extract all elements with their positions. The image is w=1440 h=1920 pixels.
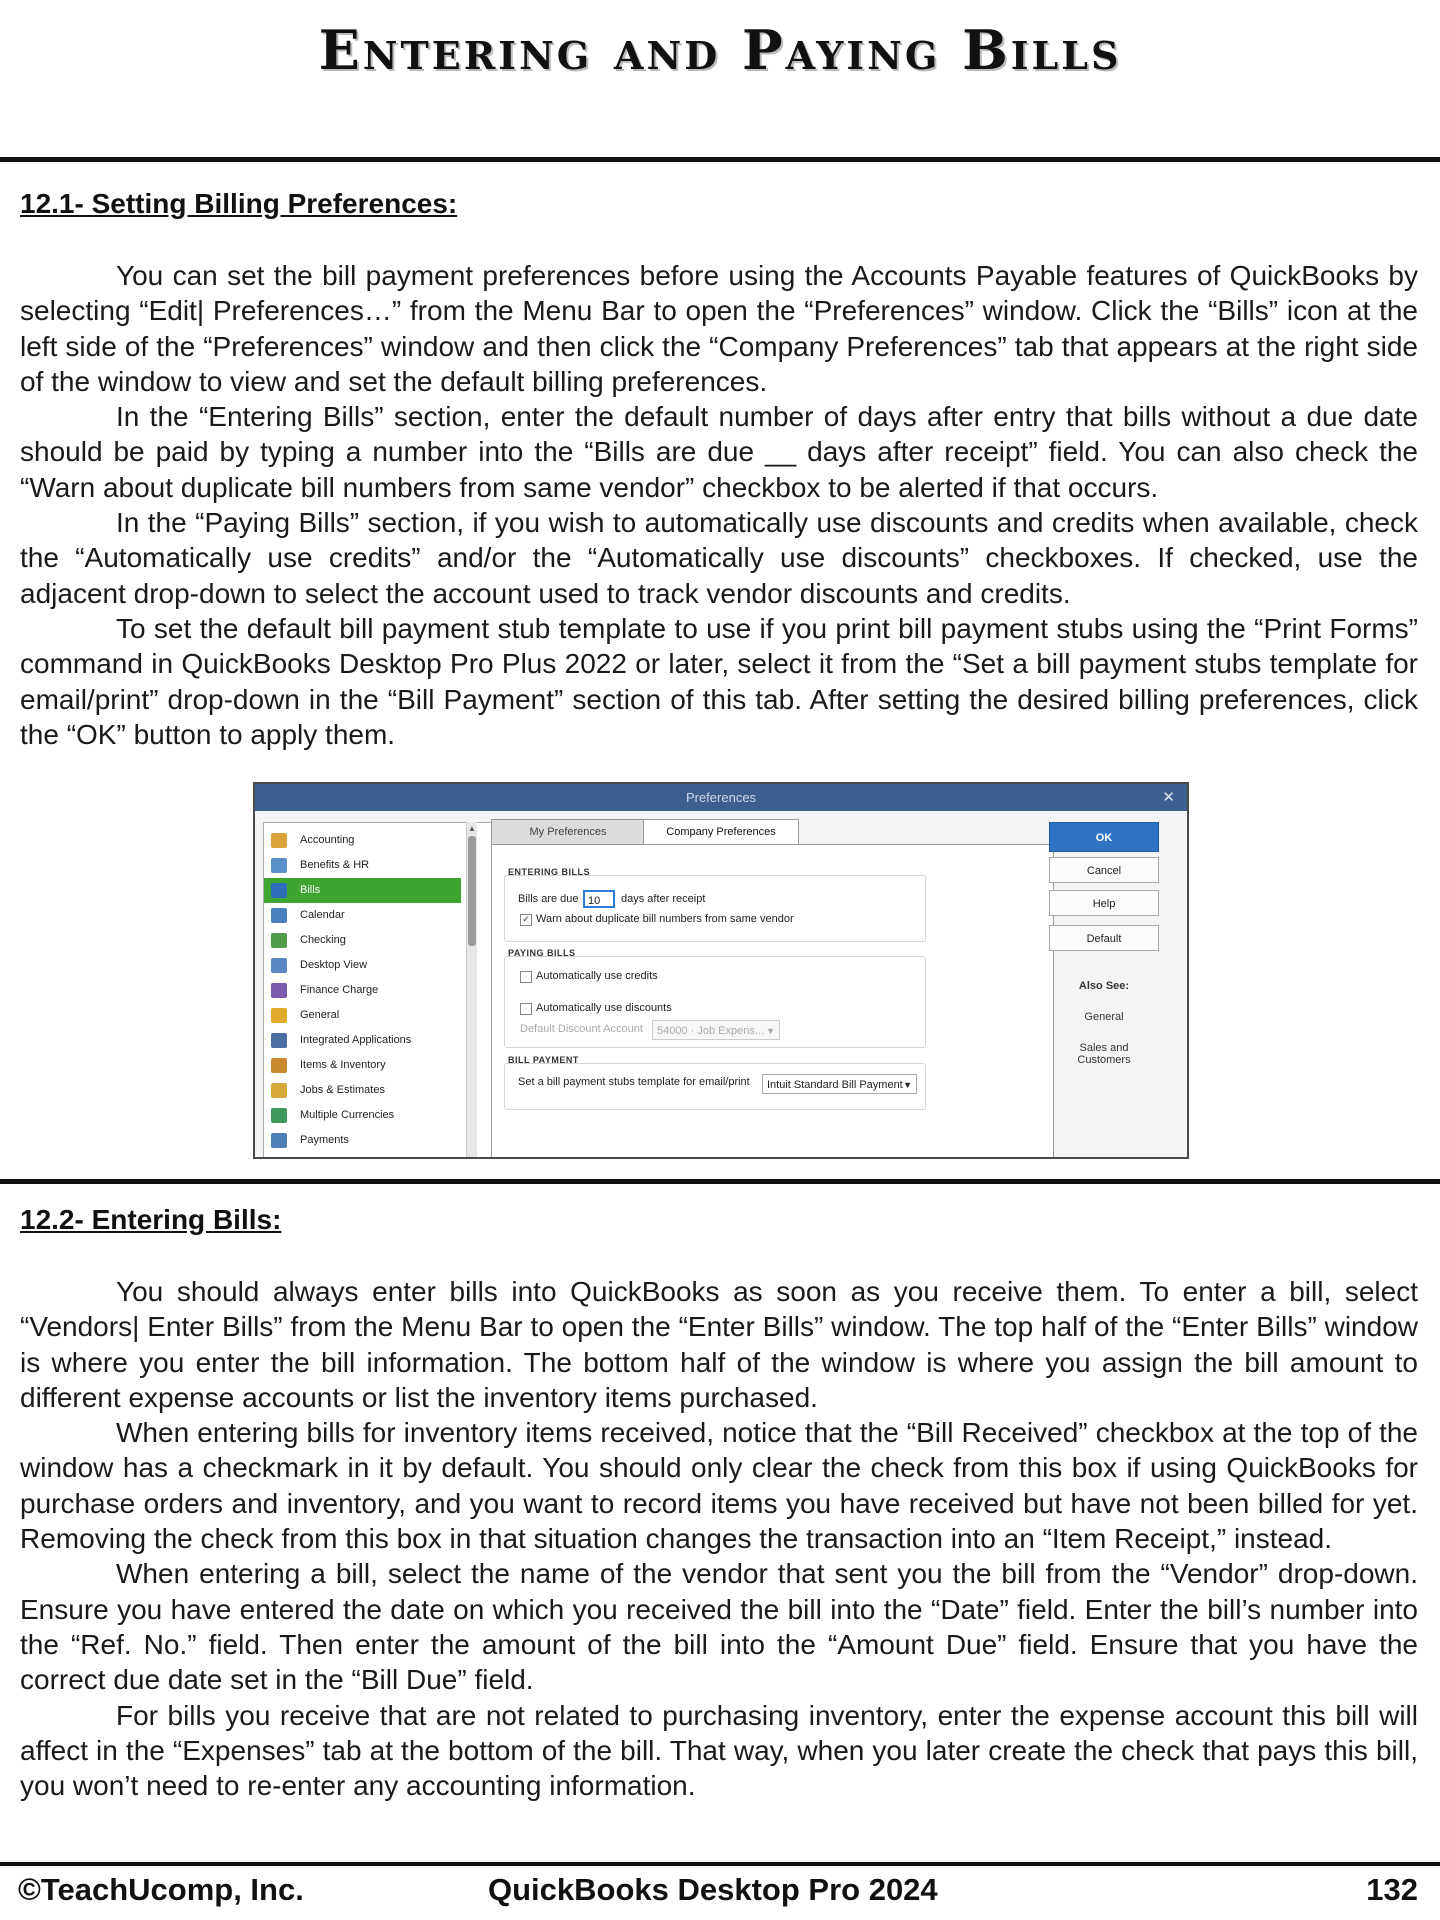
footer-book-title: QuickBooks Desktop Pro 2024 xyxy=(488,1872,938,1907)
paragraph: When entering bills for inventory items received, notice that the “Bill Received” checkbox at the top of the window has a checkmark in it by default. You should only clear the check from this box if using QuickBooks for purchase orders and inventory, and you want to record items you have received but have not been billed for yet. Removing the check from this box in that situation changes the transaction into an “Item Receipt,” instead. xyxy=(20,1417,1418,1555)
warn-duplicate-checkbox[interactable]: ✓ xyxy=(520,914,532,926)
category-desktop-view[interactable] xyxy=(264,953,500,978)
category-label: Calendar xyxy=(300,909,345,921)
discount-account-dropdown[interactable] xyxy=(652,1020,780,1040)
checking-icon xyxy=(271,933,287,948)
footer-copyright: ©TeachUcomp, Inc. xyxy=(18,1872,304,1907)
category-label: Checking xyxy=(300,934,346,946)
chevron-down-icon: ▼ xyxy=(766,1026,775,1036)
bills-due-prefix: Bills are due xyxy=(518,893,579,905)
benefits-icon xyxy=(271,858,287,873)
default-button[interactable]: Default xyxy=(1049,925,1159,951)
page-footer xyxy=(0,1872,1440,1912)
section-body-entering-bills xyxy=(20,1274,1418,1803)
category-label: Integrated Applications xyxy=(300,1034,412,1046)
bills-due-days-input[interactable]: 10 xyxy=(583,890,615,908)
finance-charge-icon xyxy=(271,983,287,998)
discount-account-value: 54000 · Job Expens... xyxy=(657,1025,765,1037)
category-label: Desktop View xyxy=(300,959,368,971)
category-bills[interactable] xyxy=(264,878,461,903)
category-checking[interactable] xyxy=(264,928,500,953)
category-jobs-estimates[interactable] xyxy=(264,1078,500,1103)
category-label: Jobs & Estimates xyxy=(300,1084,385,1096)
paragraph: You can set the bill payment preferences before using the Accounts Payable features of QuickBooks by selecting “Edit| Preferences…” from the Menu Bar to open the “Preferences” window. Click the “Bills” icon at the left side of the “Preferences” window and then click the “Company Preferences” tab that appears at the right side of the window to view and set the default billing preferences. xyxy=(20,260,1418,397)
company-preferences-panel xyxy=(491,844,1054,1159)
payments-icon xyxy=(271,1133,287,1148)
bill-payment-template-value: Intuit Standard Bill Payment xyxy=(767,1079,903,1091)
paragraph: In the “Entering Bills” section, enter the default number of days after entry that bills without a due date should be paid by typing a number into the “Bills are due __ days after receipt” field. You can also check the “Warn about duplicate bill numbers from same vendor” checkbox to be alerted if that occurs. xyxy=(20,401,1418,503)
paragraph: To set the default bill payment stub template to use if you print bill payment stubs using the “Print Forms” command in QuickBooks Desktop Pro Plus 2022 or later, select it from the “Set a bill payment stubs template for email/print” drop-down in the “Bill Payment” section of this tab. After setting the desired billing preferences, click the “OK” button to apply them. xyxy=(20,612,1418,750)
section-body-billing-preferences xyxy=(20,258,1418,752)
footer-rule xyxy=(0,1862,1440,1866)
auto-discounts-label: Automatically use discounts xyxy=(536,1002,672,1014)
accounting-icon xyxy=(271,833,287,848)
page-title: Entering and Paying Bills xyxy=(318,18,1122,82)
paragraph: You should always enter bills into QuickBooks as soon as you receive them. To enter a bill, select “Vendors| Enter Bills” from the Menu Bar to open the “Enter Bills” window. The top half of the “Enter Bills” window is where you enter the bill information. The bottom half of the window is where you assign the bill amount to different expense accounts or list the inventory items purchased. xyxy=(20,1276,1418,1413)
header-rule xyxy=(0,157,1440,162)
category-payments[interactable] xyxy=(264,1128,500,1153)
cancel-button[interactable]: Cancel xyxy=(1049,857,1159,883)
help-button[interactable]: Help xyxy=(1049,890,1159,916)
general-icon xyxy=(271,1008,287,1023)
entering-bills-label: ENTERING BILLS xyxy=(508,867,591,877)
discount-account-label: Default Discount Account xyxy=(520,1023,643,1035)
category-benefits-hr[interactable] xyxy=(264,853,500,878)
category-accounting[interactable] xyxy=(264,828,500,853)
category-label: General xyxy=(300,1009,340,1021)
integrated-apps-icon xyxy=(271,1033,287,1048)
scroll-thumb[interactable] xyxy=(468,836,476,946)
also-see-label: Also See: xyxy=(1078,980,1130,992)
preferences-dialog xyxy=(253,782,1189,1159)
category-finance-charge[interactable] xyxy=(264,978,500,1003)
category-general[interactable] xyxy=(264,1003,500,1028)
jobs-estimates-icon xyxy=(271,1083,287,1098)
category-items-inventory[interactable] xyxy=(264,1053,500,1078)
category-calendar[interactable] xyxy=(264,903,500,928)
category-integrated-applications[interactable] xyxy=(264,1028,500,1053)
paragraph: When entering a bill, select the name of the vendor that sent you the bill from the “Vendor” drop-down. Ensure you have entered the date on which you received the bill into the “Date” field. Enter the bill’s number into the “Ref. No.” field. Then enter the amount of the bill into the “Amount Due” field. Ensure that you have the correct due date set in the “Bill Due” field. xyxy=(20,1558,1418,1696)
bill-payment-template-label: Set a bill payment stubs template for email/print xyxy=(518,1076,750,1088)
entering-bills-group xyxy=(504,875,926,942)
also-see-link-general[interactable]: General xyxy=(1084,1011,1124,1023)
paragraph: For bills you receive that are not related to purchasing inventory, enter the expense account this bill will affect in the “Expenses” tab at the bottom of the bill. That way, when you later create the check that pays this bill, you won’t need to re-enter any accounting information. xyxy=(20,1699,1418,1802)
scroll-up-icon[interactable]: ▲ xyxy=(468,824,476,833)
ok-button[interactable]: OK xyxy=(1049,822,1159,852)
bill-payment-template-dropdown[interactable] xyxy=(762,1074,917,1094)
auto-credits-label: Automatically use credits xyxy=(536,970,658,982)
dialog-title: Preferences xyxy=(685,790,757,805)
section-heading-entering-bills: 12.2- Entering Bills: xyxy=(20,1204,282,1235)
paying-bills-label: PAYING BILLS xyxy=(508,948,576,958)
category-label: Items & Inventory xyxy=(300,1059,386,1071)
bills-due-suffix: days after receipt xyxy=(621,893,706,905)
section-heading-billing-preferences: 12.1- Setting Billing Preferences: xyxy=(20,188,458,219)
category-multiple-currencies[interactable] xyxy=(264,1103,500,1128)
page-number: 132 xyxy=(1366,1872,1418,1907)
bills-icon xyxy=(271,883,287,898)
category-label: Finance Charge xyxy=(300,984,379,996)
category-label: Benefits & HR xyxy=(300,859,370,871)
auto-discounts-checkbox[interactable] xyxy=(520,1003,532,1015)
category-scrollbar[interactable] xyxy=(466,822,477,1159)
section-divider-rule xyxy=(0,1179,1440,1184)
bill-payment-label: BILL PAYMENT xyxy=(508,1055,579,1065)
close-icon[interactable]: ✕ xyxy=(1162,789,1175,806)
dialog-title-bar xyxy=(255,784,1187,811)
items-inventory-icon xyxy=(271,1058,287,1073)
category-label: Bills xyxy=(300,884,321,896)
paragraph: In the “Paying Bills” section, if you wish to automatically use discounts and credits when available, check the “Automatically use credits” and/or the “Automatically use discounts” checkboxes. If checked, use the adjacent drop-down to select the account used to track vendor discounts and credits. xyxy=(20,507,1418,609)
category-label: Multiple Currencies xyxy=(300,1109,395,1121)
tab-my-preferences[interactable]: My Preferences xyxy=(491,819,645,846)
desktop-view-icon xyxy=(271,958,287,973)
category-label: Accounting xyxy=(300,834,355,846)
also-see-link-sales-customers[interactable]: Sales and Customers xyxy=(1077,1042,1131,1066)
chevron-down-icon: ▼ xyxy=(903,1080,912,1090)
tab-company-preferences[interactable]: Company Preferences xyxy=(643,819,799,845)
calendar-icon xyxy=(271,908,287,923)
multiple-currencies-icon xyxy=(271,1108,287,1123)
auto-credits-checkbox[interactable] xyxy=(520,971,532,983)
category-label: Payments xyxy=(300,1134,349,1146)
warn-duplicate-label: Warn about duplicate bill numbers from same vendor xyxy=(536,913,794,925)
